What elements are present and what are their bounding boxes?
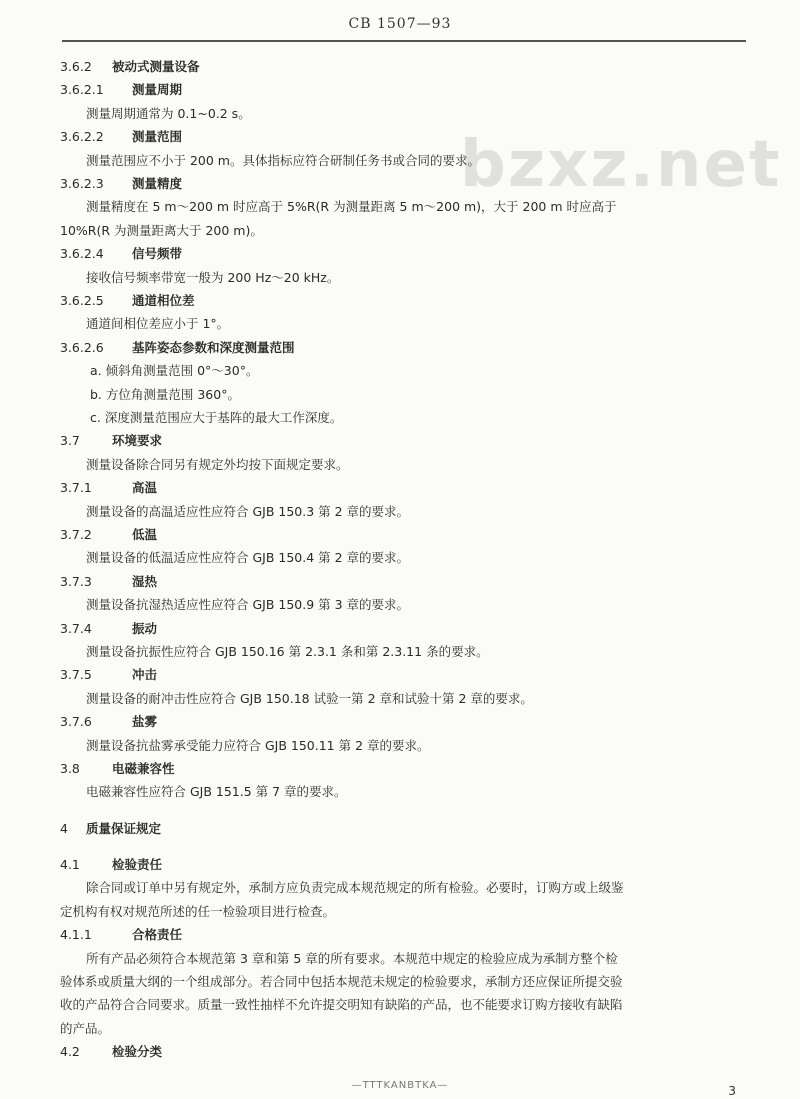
section-number: 3.7.3: [60, 573, 92, 589]
section-number: 3.6.2.1: [60, 82, 104, 98]
page-header-code: CB 1507—93: [348, 16, 452, 32]
section-number: 3.8: [60, 761, 80, 776]
section-title: 测量精度: [132, 176, 183, 191]
paragraph-line: 测量设备除合同另有规定外均按下面规定要求。: [86, 456, 349, 472]
section-title: 被动式测量设备: [112, 59, 200, 74]
section-title: 检验分类: [112, 1044, 163, 1060]
paragraph-line: 测量设备的耐冲击性应符合 GJB 150.18 试验一第 2 章和试验十第 2 章的要求。: [86, 690, 533, 706]
section-number: 3.6.2.5: [60, 293, 104, 308]
paragraph-line: 收的产品符合合同要求。质量一致性抽样不允许提交明知有缺陷的产品，也不能要求订购方接收有缺陷: [60, 997, 623, 1013]
section-heading: [60, 711, 157, 733]
section-heading: [60, 290, 195, 312]
section-title: 环境要求: [112, 433, 163, 449]
watermark: bzxz.net: [460, 128, 782, 202]
section-heading: [60, 79, 182, 101]
section-number: 3.6.2.6: [60, 339, 104, 355]
list-item: c. 深度测量范围应大于基阵的最大工作深度。: [90, 410, 343, 425]
paragraph-line: 测量设备的高温适应性应符合 GJB 150.3 第 2 章的要求。: [86, 503, 410, 519]
section-number: 4.1.1: [60, 927, 92, 943]
section-heading: [60, 818, 161, 840]
paragraph-line: 验体系或质量大纲的一个组成部分。若合同中包括本规范未规定的检验要求，承制方还应保证所提交验: [60, 973, 623, 989]
section-heading: [60, 924, 182, 946]
paragraph-line: 测量设备抗湿热适应性应符合 GJB 150.9 第 3 章的要求。: [86, 597, 410, 613]
paragraph-line: 测量设备的低温适应性应符合 GJB 150.4 第 2 章的要求。: [86, 550, 410, 566]
section-title: 盐雾: [132, 714, 158, 730]
section-title: 振动: [132, 620, 158, 636]
section-heading: [60, 854, 162, 876]
section-number: 4.2: [60, 1044, 80, 1060]
section-number: 3.6.2.4: [60, 246, 104, 262]
section-number: 3.7.5: [60, 667, 92, 683]
section-number: 3.7: [60, 433, 80, 449]
section-heading: [60, 56, 200, 78]
section-heading: [60, 664, 157, 686]
section-title: 测量周期: [132, 82, 183, 98]
section-number: 3.7.1: [60, 480, 92, 496]
section-title: 冲击: [132, 667, 158, 683]
section-heading: [60, 430, 162, 452]
section-number: 3.6.2.3: [60, 176, 104, 191]
section-heading: [60, 758, 175, 780]
section-number: 3.6.2: [60, 59, 92, 74]
paragraph-line: 除合同或订单中另有规定外，承制方应负责完成本规范规定的所有检验。必要时，订购方或上级鉴: [86, 880, 624, 896]
header-rule: [62, 40, 746, 42]
paragraph-line: 10%R(R 为测量距离大于 200 m)。: [60, 222, 263, 238]
paragraph-line: 定机构有权对规范所述的任一检验项目进行检查。: [60, 903, 336, 919]
page-number: 3: [728, 1084, 736, 1098]
section-number: 4: [60, 820, 68, 836]
paragraph-line: 电磁兼容性应符合 GJB 151.5 第 7 章的要求。: [86, 784, 347, 800]
section-heading: [60, 173, 182, 195]
section-number: 4.1: [60, 856, 80, 872]
paragraph-line: 所有产品必须符合本规范第 3 章和第 5 章的所有要求。本规范中规定的检验应成为承制方整个检: [86, 950, 618, 966]
section-heading: [60, 477, 157, 499]
paragraph-line: 测量设备抗盐雾承受能力应符合 GJB 150.11 第 2 章的要求。: [86, 737, 430, 753]
list-item: a. 倾斜角测量范围 0°～30°。: [90, 363, 259, 379]
section-heading: [60, 337, 295, 359]
section-title: 测量范围: [132, 129, 183, 145]
section-heading: [60, 243, 182, 265]
section-number: 3.6.2.2: [60, 129, 104, 145]
section-title: 湿热: [132, 573, 158, 589]
section-title: 基阵姿态参数和深度测量范围: [132, 339, 295, 355]
section-title: 合格责任: [132, 927, 183, 943]
section-title: 高温: [132, 480, 158, 496]
paragraph-line: 测量周期通常为 0.1~0.2 s。: [86, 105, 251, 121]
list-item: b. 方位角测量范围 360°。: [90, 386, 240, 402]
paragraph-line: 测量设备抗振性应符合 GJB 150.16 第 2.3.1 条和第 2.3.11 条的要求。: [86, 644, 489, 659]
paragraph-line: 通道间相位差应小于 1°。: [86, 316, 230, 332]
section-number: 3.7.2: [60, 527, 92, 542]
section-title: 信号频带: [132, 246, 183, 262]
paragraph-line: 测量范围应不小于 200 m。具体指标应符合研制任务书或合同的要求。: [86, 152, 480, 168]
section-title: 低温: [132, 527, 158, 542]
paragraph-line: 测量精度在 5 m～200 m 时应高于 5%R(R 为测量距离 5 m～200 m)，大于 200 m 时应高于: [86, 199, 617, 215]
section-title: 质量保证规定: [86, 820, 162, 836]
section-number: 3.7.6: [60, 714, 92, 730]
page-footer: —TTTKANBTKA—: [351, 1080, 449, 1091]
section-heading: [60, 126, 182, 148]
paragraph-line: 接收信号频率带宽一般为 200 Hz～20 kHz。: [86, 269, 340, 285]
section-heading: [60, 524, 157, 546]
section-number: 3.7.4: [60, 620, 92, 636]
section-title: 检验责任: [112, 856, 163, 872]
section-title: 通道相位差: [132, 293, 195, 308]
section-title: 电磁兼容性: [112, 761, 175, 776]
section-heading: [60, 571, 157, 593]
section-heading: [60, 1041, 162, 1063]
section-heading: [60, 618, 157, 640]
paragraph-line: 的产品。: [60, 1020, 111, 1036]
